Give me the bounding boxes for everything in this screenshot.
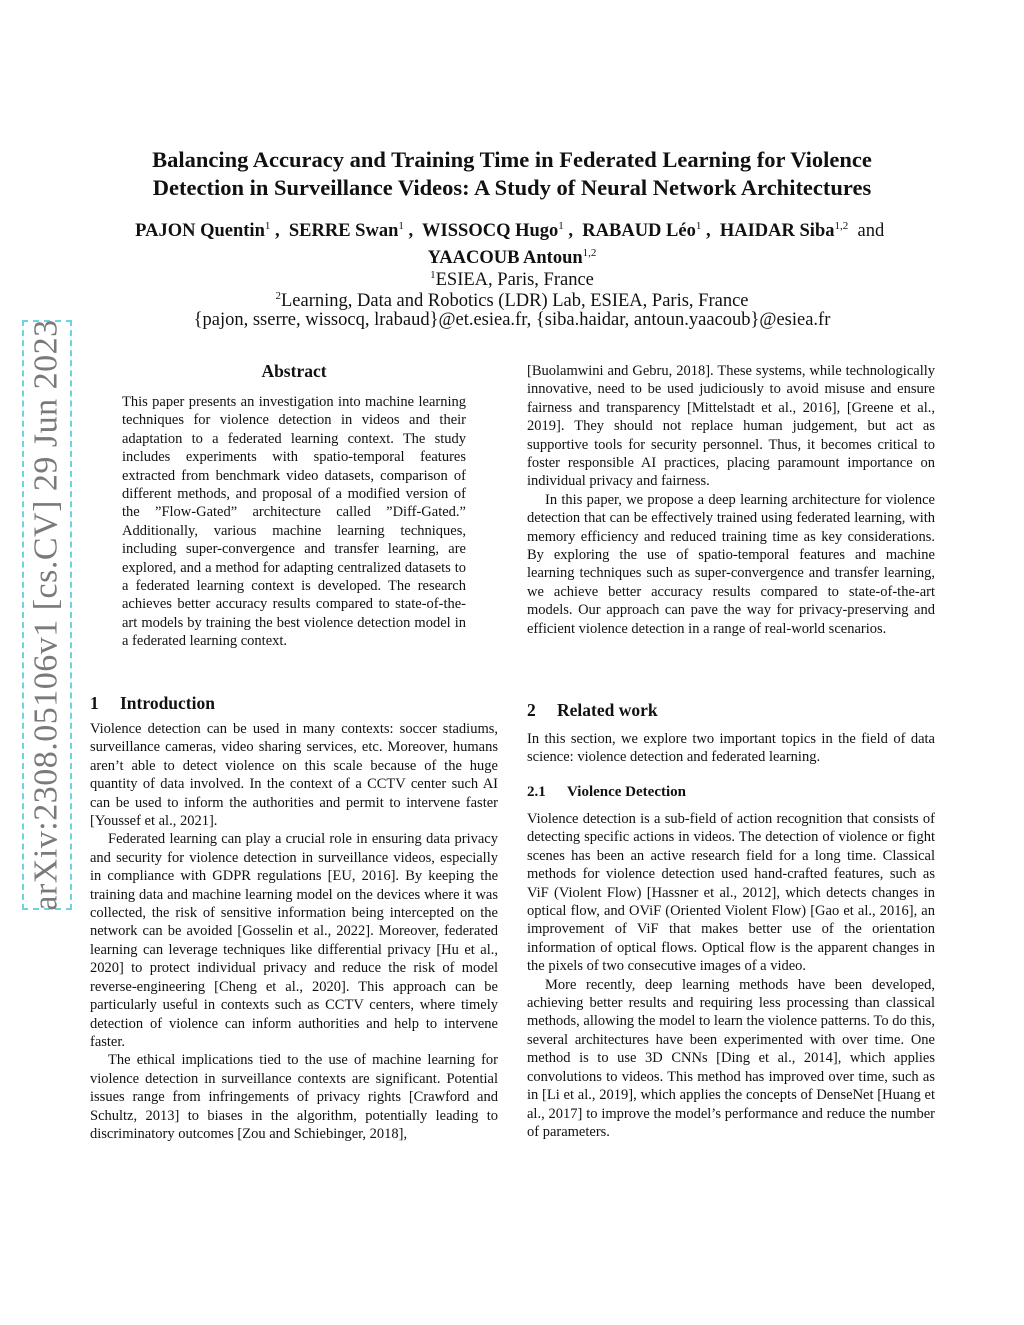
affiliation-1: $^1$ESIEA, Paris, France — [430, 269, 594, 291]
violence-detection-body — [527, 810, 935, 1141]
arxiv-identifier: arXiv:2308.05106v1 [cs.CV] 29 Jun 2023 — [28, 319, 66, 911]
author-emails: {pajon, sserre, wissocq, lrabaud}@et.esiea.fr, {siba.haidar, antoun.yaacoub}@esiea.fr — [193, 310, 831, 330]
author-affiliation-mark: 1 — [558, 220, 564, 232]
author-affiliation-mark: 1 — [398, 220, 404, 232]
abstract-text: This paper presents an investigation into machine learning techniques for violence detection in videos and their adaptation to a federated learning context. The study includes experiments with spatio-temporal features extracted from benchmark video datasets, comparison of different methods, and proposal of a modified version of the ”Flow-Gated” architecture called ”Diff-Gated.” Additionally, various machine learning techniques, including super-convergence and transfer learning, are explored, and a method for adapting centralized datasets to a federated learning context is developed. The research achieves better accuracy results compared to state-of-the-art models by training the best violence detection model in a federated learning context. — [122, 394, 466, 650]
author-name: YAACOUB Antoun — [427, 248, 583, 269]
author-affiliation-mark: 1 — [264, 220, 271, 232]
author-name: WISSOCQ Hugo — [422, 221, 559, 242]
paragraph: Violence detection can be used in many contexts: soccer stadiums, surveillance cameras, video sharing services, etc. Moreover, humans aren’t able to detect violence on this scale because of the huge quantity of data involved. In the context of a CCTV center such AI can be used to inform the authorities and permit to intervene faster [Youssef et al., 2021]. — [90, 721, 498, 830]
right-column-top — [527, 362, 935, 638]
arxiv-stamp — [22, 320, 72, 910]
paragraph: [Buolamwini and Gebru, 2018]. These systems, while technologically innovative, need to be used judiciously to avoid misuse and ensure fairness and transparency [Mittelstadt et al., 2016], [Greene et al., 2019]. They should not replace human judgement, but act as supportive tools for security personnel. Thus, it becomes critical to foster responsible AI practices, placing paramount importance on individual privacy and fairness. — [527, 363, 935, 490]
author-list: PAJON Quentin$^1$ , SERRE Swan$^1$ , WISSOCQ Hugo$^1$ , RABAUD Léo$^1$ , HAIDAR Siba$^{1,2}$ and YAACOUB Antoun$^{1,2}$ — [135, 220, 885, 269]
paragraph: Federated learning can play a crucial role in ensuring data privacy and security for violence detection in surveillance videos, especially in compliance with GDPR regulations [EU, 2016]. By keeping the training data and machine learning model on the devices where it was collected, the risk of sensitive information being intercepted on the network can be avoided [Gosselin et al., 2022]. Moreover, federated learning can leverage techniques like differential privacy [Hu et al., 2020] to protect individual privacy and reduce the risk of model reverse-engineering [Cheng et al., 2020]. This approach can be particularly useful in contexts such as CCTV centers, where timely detection of violence can inform authorities and help to intervene faster. — [90, 831, 498, 1050]
author-affiliation-mark: 1 — [695, 220, 702, 232]
paragraph: In this section, we explore two important topics in the field of data science: violence detection and federated learning. — [527, 731, 935, 766]
paragraph: The ethical implications tied to the use of machine learning for violence detection in surveillance contexts are significant. Potential issues range from infringements of privacy rights [Crawford and Schultz, 2013] to biases in the algorithm, potentially leading to discriminatory outcomes [Zou and Schiebinger, 2018], — [90, 1052, 498, 1142]
author-name: RABAUD Léo — [582, 221, 696, 242]
subsection-heading-violence-detection: 2.1 Violence Detection — [527, 784, 686, 800]
abstract-heading: Abstract — [261, 361, 327, 381]
paragraph: Violence detection is a sub-field of action recognition that consists of detecting specific actions in videos. The detection of violence or fight scenes has been an active research field for a long time. Classical methods for violence detection used hand-crafted features, such as ViF (Violent Flow) [Hassner et al., 2012], which detects changes in optical flow, and OViF (Oriented Violent Flow) [Gao et al., 2016], an improvement of ViF that makes better use of the orientation information of optical flows. Optical flow is the apparent changes in the pixels of two consecutive images of a video. — [527, 811, 935, 975]
author-affiliation-mark: 1,2 — [834, 220, 849, 232]
section-heading-related-work: 2 Related work — [527, 700, 658, 720]
author-name: HAIDAR Siba — [719, 221, 835, 242]
related-work-intro — [527, 730, 935, 767]
paper-title — [100, 146, 924, 202]
affiliation-2: $^2$Learning, Data and Robotics (LDR) Lab, ESIEA, Paris, France — [275, 290, 749, 312]
title-line-1: Balancing Accuracy and Training Time in Federated Learning for Violence — [152, 147, 872, 172]
title-line-2: Detection in Surveillance Videos: A Study of Neural Network Architectures — [152, 175, 872, 200]
section-heading-introduction: 1 Introduction — [90, 693, 215, 713]
paragraph: In this paper, we propose a deep learning architecture for violence detection that can be effectively trained using federated learning, with memory efficiency and reduced training time as key considerations. By exploring the use of spatio-temporal features and machine learning techniques such as super-convergence and transfer learning, we achieve better accuracy results compared to state-of-the-art models. Our approach can pave the way for privacy-preserving and efficient violence detection in a range of real-world scenarios. — [527, 491, 935, 637]
paragraph: More recently, deep learning methods have been developed, achieving better results and requiring less processing than classical methods, allowing the model to learn the violence patterns. To do this, several architectures have been experimented with over time. One method is to use 3D CNNs [Ding et al., 2014], which applies convolutions to videos. This method has improved over time, such as in [Li et al., 2019], which applies the concepts of DenseNet [Huang et al., 2017] to improve the model’s performance and reduce the number of parameters. — [527, 976, 935, 1140]
author-name: SERRE Swan — [288, 221, 399, 242]
author-affiliation-mark: 1,2 — [582, 247, 597, 260]
left-column-body — [90, 720, 498, 1143]
author-name: PAJON Quentin — [135, 221, 265, 242]
